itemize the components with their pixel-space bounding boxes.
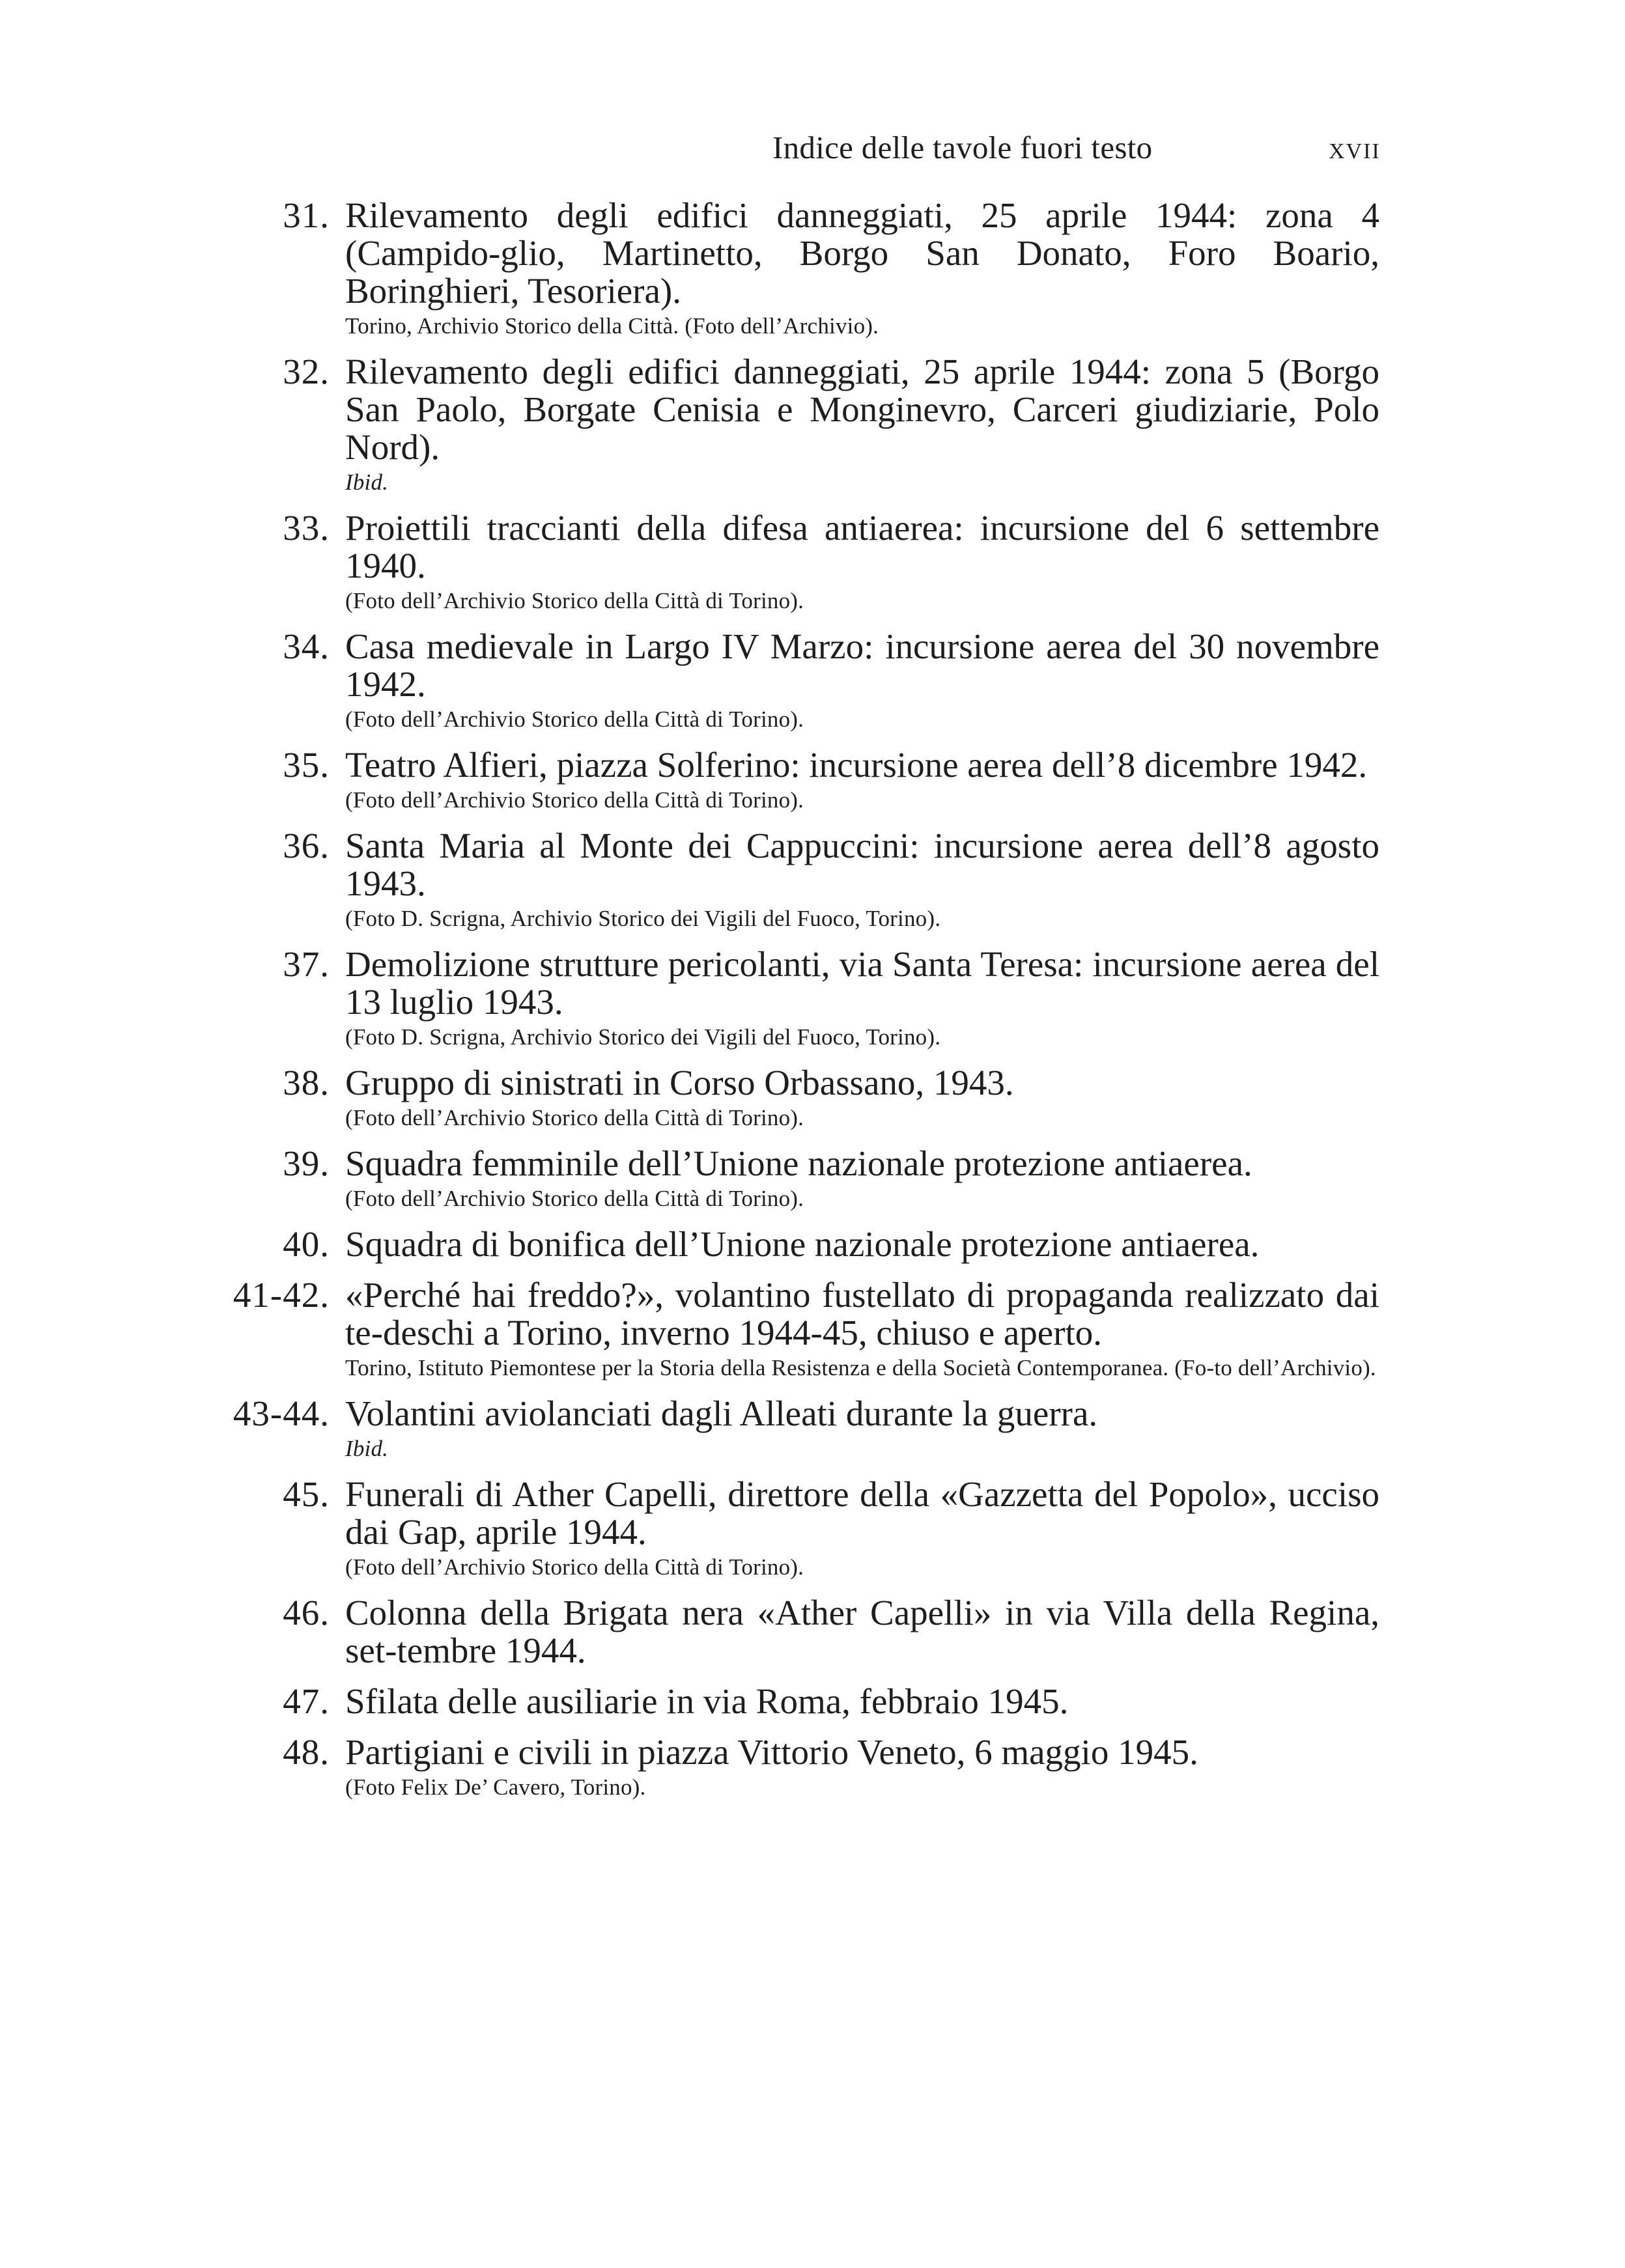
entry-source: (Foto D. Scrigna, Archivio Storico dei Vigili del Fuoco, Torino). [345,906,941,931]
entry-title: Volantini aviolanciati dagli Alleati durante la guerra. [345,1393,1098,1433]
entry-source: (Foto dell’Archivio Storico della Città di Torino). [345,588,804,613]
entry-title: Colonna della Brigata nera «Ather Capelli» in via Villa della Regina, set-tembre 1944. [345,1593,1379,1670]
entry-title: «Perché hai freddo?», volantino fustellato di propaganda realizzato dai te-deschi a Torino, inverno 1944-45, chiuso e aperto. [345,1275,1379,1352]
entry-number: 32. [283,352,330,391]
entry-body [345,197,1379,340]
entry-title: Sfilata delle ausiliarie in via Roma, febbraio 1945. [345,1681,1069,1721]
entry-body [345,746,1379,814]
entry-number: 33. [283,508,330,548]
list-item [0,1395,1625,1463]
entry-number: 39. [283,1143,330,1183]
entry-source: (Foto dell’Archivio Storico della Città di Torino). [345,787,804,813]
entry-body [345,628,1379,733]
entry-title: Funerali di Ather Capelli, direttore della «Gazzetta del Popolo», ucciso dai Gap, aprile 1944. [345,1474,1379,1552]
entry-title: Rilevamento degli edifici danneggiati, 25 aprile 1944: zona 4 (Campido-glio, Martinetto, Borgo San Donato, Foro Boario, Boringhieri, Tesoriera). [345,195,1379,311]
entry-title: Casa medievale in Largo IV Marzo: incursione aerea del 30 novembre 1942. [345,626,1379,704]
entry-source: (Foto dell’Archivio Storico della Città di Torino). [345,707,804,732]
entry-body [345,1145,1379,1212]
page-number: xvii [1329,130,1381,165]
entry-title: Squadra di bonifica dell’Unione nazionale protezione antiaerea. [345,1224,1260,1264]
entry-source: Ibid. [345,1436,389,1461]
entry-body [345,1476,1379,1581]
entry-source: (Foto dell’Archivio Storico della Città di Torino). [345,1186,804,1211]
entry-title: Partigiani e civili in piazza Vittorio Veneto, 6 maggio 1945. [345,1732,1198,1772]
list-item [0,1594,1625,1670]
entry-body [345,1395,1379,1463]
entry-title: Demolizione strutture pericolanti, via Santa Teresa: incursione aerea del 13 luglio 1943. [345,944,1379,1022]
entry-title: Proiettili traccianti della difesa antiaerea: incursione del 6 settembre 1940. [345,508,1379,585]
entry-number: 43-44. [233,1393,330,1433]
entry-source: (Foto Felix De’ Cavero, Torino). [345,1774,646,1800]
list-item [0,1683,1625,1720]
entry-number: 38. [283,1063,330,1102]
list-item [0,1276,1625,1382]
entry-body [345,1064,1379,1132]
entry-source: (Foto dell’Archivio Storico della Città di Torino). [345,1554,804,1580]
entry-title: Gruppo di sinistrati in Corso Orbassano, 1943. [345,1063,1014,1102]
running-title: Indice delle tavole fuori testo [772,130,1153,165]
entry-body [345,1276,1379,1382]
list-item [0,197,1625,340]
list-item [0,1225,1625,1263]
entry-number: 37. [283,944,330,984]
entry-title: Squadra femminile dell’Unione nazionale protezione antiaerea. [345,1143,1252,1183]
entry-source: (Foto D. Scrigna, Archivio Storico dei Vigili del Fuoco, Torino). [345,1024,941,1050]
entry-body [345,1225,1379,1263]
entry-body [345,945,1379,1051]
entry-body [345,1683,1379,1720]
list-item [0,1476,1625,1581]
list-item [0,827,1625,932]
entry-number: 40. [283,1224,330,1264]
entry-body [345,1733,1379,1801]
entry-number: 36. [283,826,330,865]
entry-body [345,353,1379,496]
list-item [0,1733,1625,1801]
entry-number: 46. [283,1593,330,1632]
entry-source: Torino, Archivio Storico della Città. (Foto dell’Archivio). [345,313,879,339]
entry-source: Ibid. [345,469,389,495]
entry-title: Rilevamento degli edifici danneggiati, 25 aprile 1944: zona 5 (Borgo San Paolo, Borgate Cenisia e Monginevro, Carceri giudiziarie, Polo Nord). [345,352,1379,467]
entry-number: 31. [283,195,330,235]
entry-source: Torino, Istituto Piemontese per la Storia della Resistenza e della Società Contemporanea. (Fo-to dell’Archivio). [345,1355,1376,1380]
plates-index-list [0,197,1625,1814]
entry-number: 41-42. [233,1275,330,1315]
entry-number: 35. [283,745,330,785]
entry-title: Teatro Alfieri, piazza Solferino: incursione aerea dell’8 dicembre 1942. [345,745,1368,785]
list-item [0,1145,1625,1212]
entry-number: 45. [283,1474,330,1514]
entry-body [345,509,1379,615]
page-header [0,125,1625,171]
list-item [0,628,1625,733]
list-item [0,353,1625,496]
entry-number: 48. [283,1732,330,1772]
entry-source: (Foto dell’Archivio Storico della Città di Torino). [345,1105,804,1130]
list-item [0,509,1625,615]
entry-body [345,827,1379,932]
entry-number: 34. [283,626,330,666]
entry-title: Santa Maria al Monte dei Cappuccini: incursione aerea dell’8 agosto 1943. [345,826,1379,903]
entry-body [345,1594,1379,1670]
list-item [0,746,1625,814]
entry-number: 47. [283,1681,330,1721]
list-item [0,945,1625,1051]
list-item [0,1064,1625,1132]
